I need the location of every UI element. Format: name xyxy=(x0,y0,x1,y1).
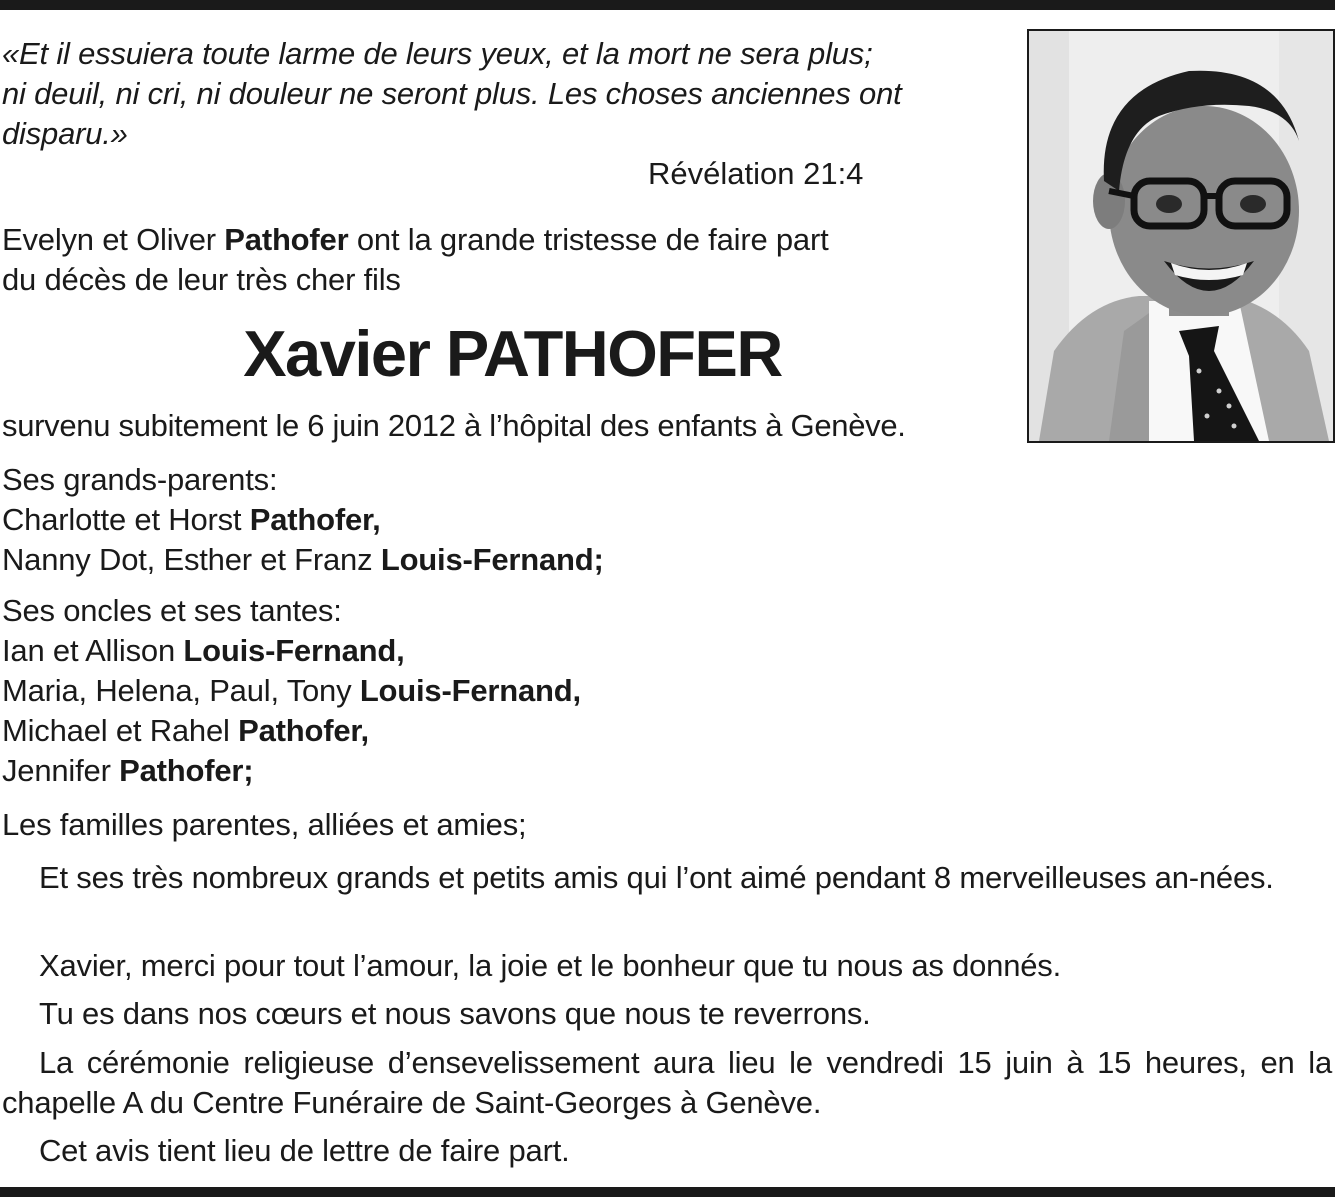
quote-reference: Révélation 21:4 xyxy=(648,156,864,191)
grandparents-entry: Charlotte et Horst Pathofer, xyxy=(2,502,381,537)
uncles-aunts-entry: Maria, Helena, Paul, Tony Louis-Fernand, xyxy=(2,673,581,708)
ceremony-paragraph: La cérémonie religieuse d’ensevelissement aura lieu le vendredi 15 juin à 15 heures, en la chapelle A du Centre Funéraire de Saint-Georges à Genève. xyxy=(2,1045,1332,1120)
bible-quote xyxy=(2,34,1012,154)
portrait-photo xyxy=(1027,29,1335,443)
parents-surname: Pathofer xyxy=(224,222,349,257)
families-line: Les familles parentes, alliées et amies; xyxy=(2,807,527,842)
notice-paragraph: Cet avis tient lieu de lettre de faire part. xyxy=(39,1133,570,1168)
intro-line-2: du décès de leur très cher fils xyxy=(2,262,401,297)
death-notice: survenu subitement le 6 juin 2012 à l’hôpital des enfants à Genève. xyxy=(2,408,906,443)
uncles-aunts-entry: Michael et Rahel Pathofer, xyxy=(2,713,369,748)
top-rule xyxy=(0,0,1335,10)
quote-line: «Et il essuiera toute larme de leurs yeux, et la mort ne sera plus; xyxy=(2,36,873,71)
grandparents-entry: Nanny Dot, Esther et Franz Louis-Fernand; xyxy=(2,542,604,577)
thanks-paragraph: Xavier, merci pour tout l’amour, la joie et le bonheur que tu nous as donnés. xyxy=(39,948,1062,983)
uncles-aunts-section xyxy=(2,591,581,791)
grandparents-heading: Ses grands-parents: xyxy=(2,462,278,497)
friends-paragraph: Et ses très nombreux grands et petits amis qui l’ont aimé pendant 8 merveilleuses an-nées. xyxy=(39,860,1274,895)
quote-line: disparu.» xyxy=(2,116,128,151)
quote-line: ni deuil, ni cri, ni douleur ne seront plus. Les choses anciennes ont xyxy=(2,76,902,111)
grandparents-section xyxy=(2,460,604,580)
announcement-intro xyxy=(2,220,1012,300)
uncles-aunts-entry: Ian et Allison Louis-Fernand, xyxy=(2,633,405,668)
bottom-rule xyxy=(0,1187,1335,1197)
intro-line-1: Evelyn et Oliver Pathofer ont la grande tristesse de faire part xyxy=(2,222,829,257)
uncles-aunts-heading: Ses oncles et ses tantes: xyxy=(2,593,342,628)
portrait-image xyxy=(1029,31,1333,441)
uncles-aunts-entry: Jennifer Pathofer; xyxy=(2,753,254,788)
deceased-name: Xavier PATHOFER xyxy=(243,317,782,390)
hearts-paragraph: Tu es dans nos cœurs et nous savons que nous te reverrons. xyxy=(39,996,871,1031)
